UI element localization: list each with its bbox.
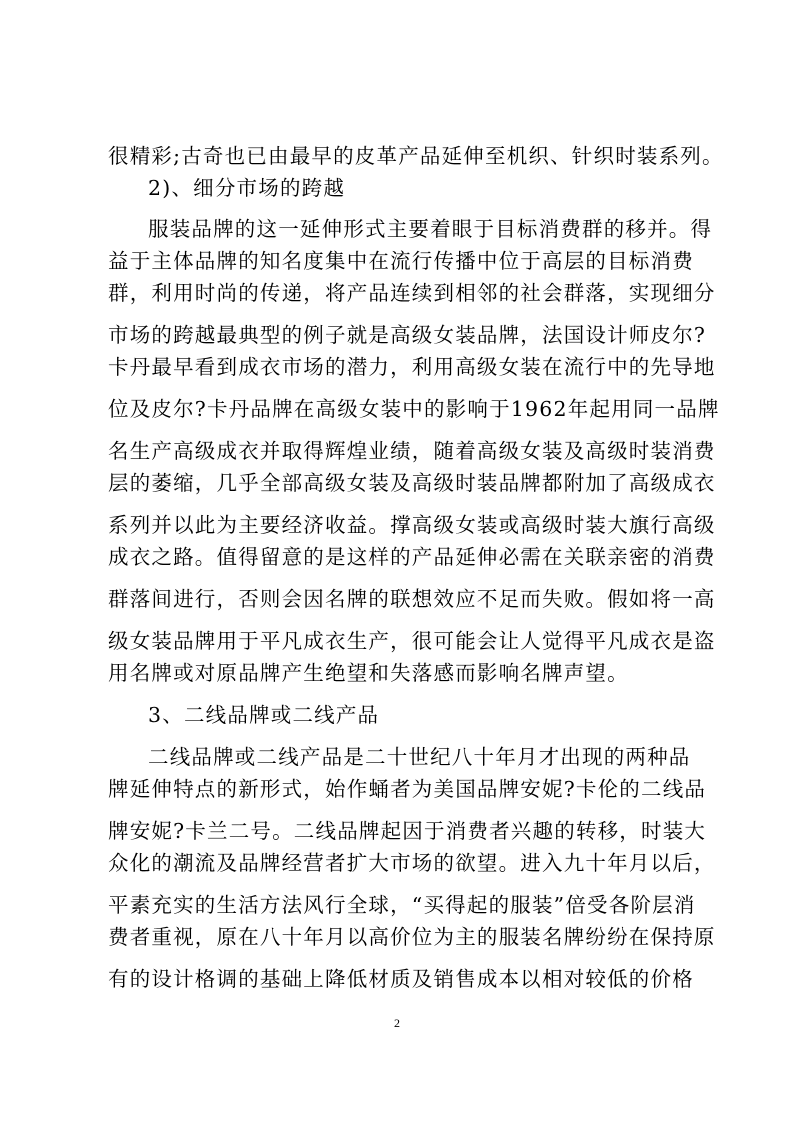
text-line: 系列并以此为主要经济收益。撑高级女装或高级时装大旗行高级: [108, 513, 716, 537]
text-line: 众化的潮流及品牌经营者扩大市场的欲望。进入九十年月以后，: [108, 851, 716, 875]
text-line: 很精彩;古奇也已由最早的皮革产品延伸至机织、针织时装系列。: [108, 144, 724, 168]
text-line: 名生产高级成衣并取得辉煌业绩，随着高级女装及高级时装消费: [108, 439, 716, 463]
text-line: 平素充实的生活方法风行全球，“买得起的服装”倍受各阶层消: [108, 893, 696, 917]
text-line: 位及皮尔?卡丹品牌在高级女装中的影响于1962年起用同一品牌: [108, 397, 720, 421]
text-line: 级女装品牌用于平凡成衣生产，很可能会让人觉得平凡成衣是盗: [108, 629, 716, 653]
text-line: 成衣之路。值得留意的是这样的产品延伸必需在关联亲密的消费: [108, 545, 716, 569]
text-line: 有的设计格调的基础上降低材质及销售成本以相对较低的价格: [108, 967, 694, 991]
text-line: 费者重视，原在八十年月以高价位为主的服装名牌纷纷在保持原: [108, 925, 716, 949]
section-heading: 3、二线品牌或二线产品: [148, 703, 380, 727]
text-line: 牌安妮?卡兰二号。二线品牌起因于消费者兴趣的转移，时装大: [108, 819, 707, 843]
page-number: 2: [394, 1016, 400, 1030]
section-heading: 2)、细分市场的跨越: [148, 176, 346, 200]
text-line: 二线品牌或二线产品是二十世纪八十年月才出现的两种品: [148, 745, 691, 769]
text-line: 群落间进行，否则会因名牌的联想效应不足而失败。假如将一高: [108, 587, 716, 611]
text-line: 益于主体品牌的知名度集中在流行传播中位于高层的目标消费: [108, 249, 694, 273]
text-line: 群，利用时尚的传递，将产品连续到相邻的社会群落，实现细分: [108, 281, 716, 305]
text-line: 层的萎缩，几乎全部高级女装及高级时装品牌都附加了高级成衣: [108, 471, 716, 495]
text-line: 牌延伸特点的新形式，始作蛹者为美国品牌安妮?卡伦的二线品: [108, 777, 707, 801]
text-line: 市场的跨越最典型的例子就是高级女装品牌，法国设计师皮尔?: [108, 323, 707, 347]
text-line: 卡丹最早看到成衣市场的潜力，利用高级女装在流行中的先导地: [108, 355, 716, 379]
text-line: 服装品牌的这一延伸形式主要着眼于目标消费群的移并。得: [148, 217, 713, 241]
text-line: 用名牌或对原品牌产生绝望和失落感而影响名牌声望。: [108, 661, 629, 685]
